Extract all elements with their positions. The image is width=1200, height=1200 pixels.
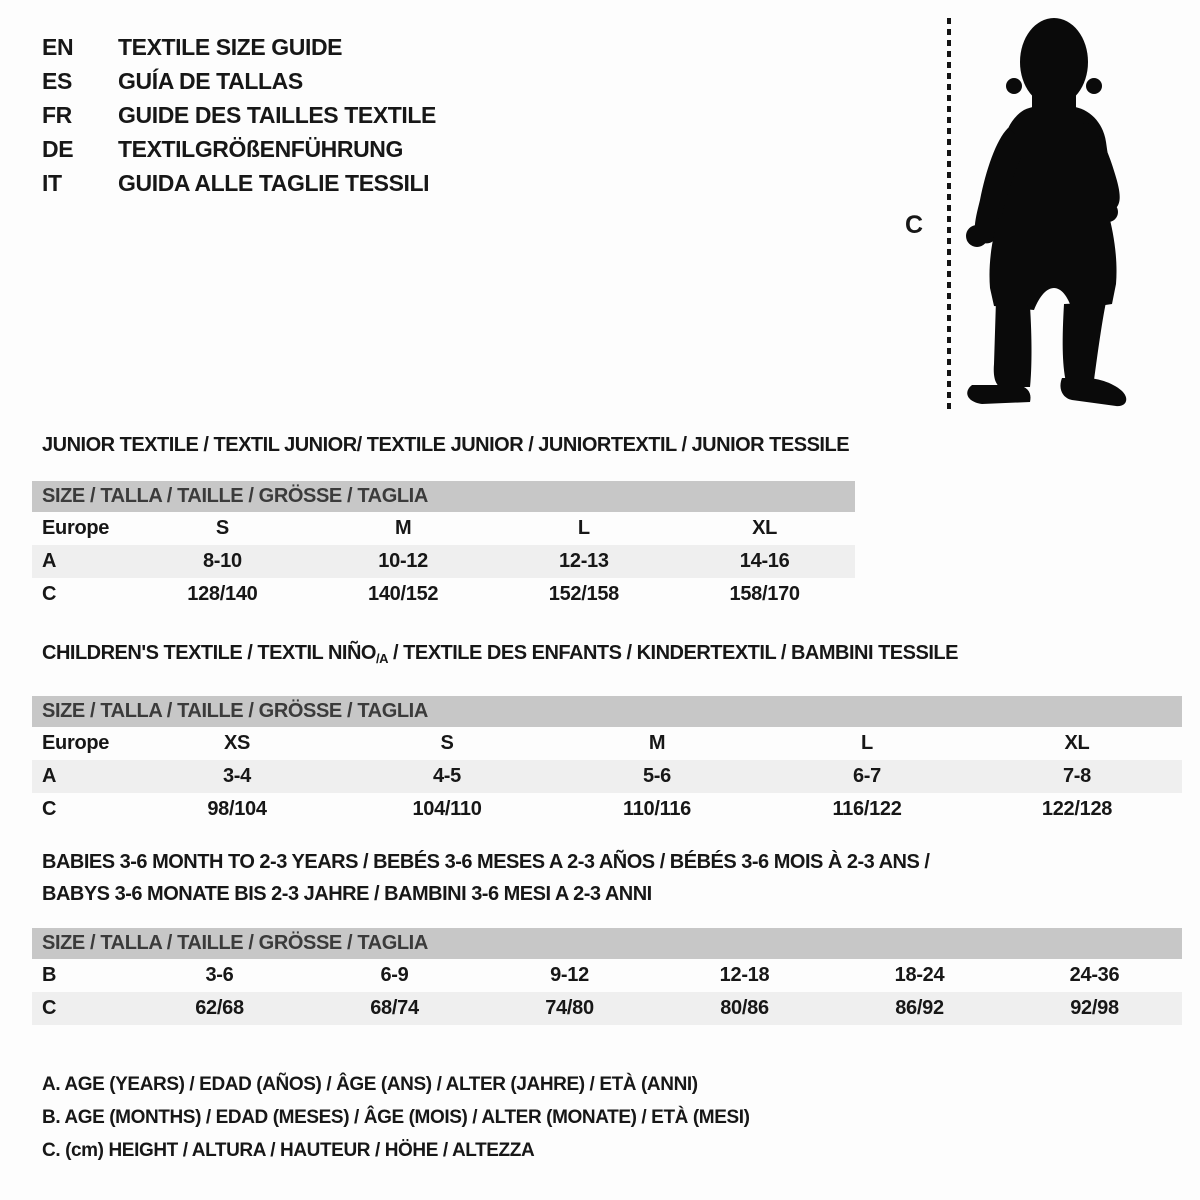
- row-label: C: [42, 583, 57, 605]
- language-row: [42, 98, 436, 132]
- babies-size-table: [32, 928, 1182, 1025]
- table-row: [32, 512, 855, 545]
- heading-line: BABIES 3-6 MONTH TO 2-3 YEARS / BEBÉS 3-6 MESES A 2-3 AÑOS / BÉBÉS 3-6 MOIS À 2-3 ANS /: [42, 851, 930, 873]
- row-label: C: [42, 997, 57, 1019]
- size-cell: 14-16: [739, 550, 790, 572]
- table-header-band: SIZE / TALLA / TAILLE / GRÖSSE / TAGLIA: [32, 696, 1182, 727]
- row-label: B: [42, 964, 57, 986]
- size-cell: 12-18: [719, 964, 770, 986]
- table-row: [32, 760, 1182, 793]
- footnote-b: B. AGE (MONTHS) / EDAD (MESES) / ÂGE (MOIS) / ALTER (MONATE) / ETÀ (MESI): [42, 1107, 750, 1128]
- size-cell: 122/128: [1041, 798, 1113, 820]
- language-title: GUIDE DES TAILLES TEXTILE: [118, 101, 436, 128]
- junior-size-table: [32, 481, 855, 611]
- size-cell: 6-7: [852, 765, 881, 787]
- heading-text: CHILDREN'S TEXTILE / TEXTIL NIÑO: [42, 642, 376, 664]
- row-label: A: [42, 550, 57, 572]
- row-label: A: [42, 765, 57, 787]
- size-cell: 116/122: [832, 798, 902, 820]
- section-heading-junior: JUNIOR TEXTILE / TEXTIL JUNIOR/ TEXTILE JUNIOR / JUNIORTEXTIL / JUNIOR TESSILE: [42, 434, 850, 456]
- language-code: EN: [42, 33, 74, 60]
- size-cell: XS: [223, 732, 251, 754]
- size-cell: 10-12: [378, 550, 428, 572]
- table-row: [32, 727, 1182, 760]
- size-cell: 24-36: [1069, 964, 1120, 986]
- size-cell: 7-8: [1062, 765, 1091, 787]
- toddler-silhouette-icon: [958, 8, 1140, 418]
- language-row: [42, 132, 436, 166]
- size-cell: 6-9: [380, 964, 409, 986]
- size-cell: 80/86: [720, 997, 769, 1019]
- language-list: [42, 30, 436, 200]
- size-cell: 152/158: [548, 583, 619, 605]
- height-measure-label: C: [905, 211, 924, 239]
- size-cell: 5-6: [642, 765, 671, 787]
- size-cell: XL: [1064, 732, 1090, 754]
- language-title: GUÍA DE TALLAS: [118, 67, 303, 94]
- size-cell: 158/170: [729, 583, 800, 605]
- size-cell: 128/140: [187, 583, 258, 605]
- table-row: [32, 578, 855, 611]
- size-cell: 140/152: [368, 583, 439, 605]
- size-cell: S: [215, 517, 229, 539]
- size-cell: 98/104: [207, 798, 267, 820]
- size-cell: XL: [752, 517, 778, 539]
- size-cell: 18-24: [894, 964, 945, 986]
- height-dashed-line: [947, 18, 951, 414]
- language-row: [42, 30, 436, 64]
- size-cell: 12-13: [559, 550, 609, 572]
- size-cell: L: [861, 732, 873, 754]
- size-cell: 104/110: [412, 798, 482, 820]
- language-code: ES: [42, 67, 72, 94]
- row-label: Europe: [42, 517, 110, 539]
- language-title: GUIDA ALLE TAGLIE TESSILI: [118, 169, 430, 196]
- footnote-a: A. AGE (YEARS) / EDAD (AÑOS) / ÂGE (ANS) / ALTER (JAHRE) / ETÀ (ANNI): [42, 1074, 698, 1095]
- language-code: IT: [42, 169, 62, 196]
- size-cell: M: [394, 517, 412, 539]
- size-cell: 62/68: [195, 997, 244, 1019]
- size-cell: L: [577, 517, 590, 539]
- table-row: [32, 992, 1182, 1025]
- size-cell: 3-4: [222, 765, 251, 787]
- table-header-band: SIZE / TALLA / TAILLE / GRÖSSE / TAGLIA: [32, 928, 1182, 959]
- children-size-table: [32, 696, 1182, 826]
- table-row: [32, 545, 855, 578]
- language-code: DE: [42, 135, 74, 162]
- heading-text: / TEXTILE DES ENFANTS / KINDERTEXTIL / BAMBINI TESSILE: [387, 642, 958, 664]
- table-row: [32, 959, 1182, 992]
- size-cell: 9-12: [550, 964, 589, 986]
- language-row: [42, 64, 436, 98]
- language-title: TEXTILGRÖßENFÜHRUNG: [118, 135, 403, 162]
- table-header-band: SIZE / TALLA / TAILLE / GRÖSSE / TAGLIA: [32, 481, 855, 512]
- language-code: FR: [42, 101, 72, 128]
- table-row: [32, 793, 1182, 826]
- row-label: Europe: [42, 732, 110, 754]
- section-heading-babies: [42, 846, 929, 910]
- footnote-c: C. (cm) HEIGHT / ALTURA / HAUTEUR / HÖHE / ALTEZZA: [42, 1140, 535, 1161]
- size-cell: 110/116: [623, 798, 691, 820]
- size-cell: M: [648, 732, 666, 754]
- legend-footnotes: [42, 1068, 750, 1167]
- size-cell: 92/98: [1070, 997, 1119, 1019]
- heading-line: BABYS 3-6 MONATE BIS 2-3 JAHRE / BAMBINI 3-6 MESI A 2-3 ANNI: [42, 883, 652, 905]
- size-cell: 8-10: [202, 550, 242, 572]
- size-cell: 4-5: [432, 765, 461, 787]
- size-cell: 86/92: [895, 997, 944, 1019]
- row-label: C: [42, 798, 57, 820]
- section-heading-children: [42, 641, 958, 667]
- size-cell: 3-6: [205, 964, 234, 986]
- language-row: [42, 166, 436, 200]
- size-cell: 68/74: [370, 997, 419, 1019]
- size-cell: 74/80: [545, 997, 594, 1019]
- heading-subscript: /A: [375, 651, 388, 666]
- size-cell: S: [440, 732, 454, 754]
- language-title: TEXTILE SIZE GUIDE: [118, 33, 343, 60]
